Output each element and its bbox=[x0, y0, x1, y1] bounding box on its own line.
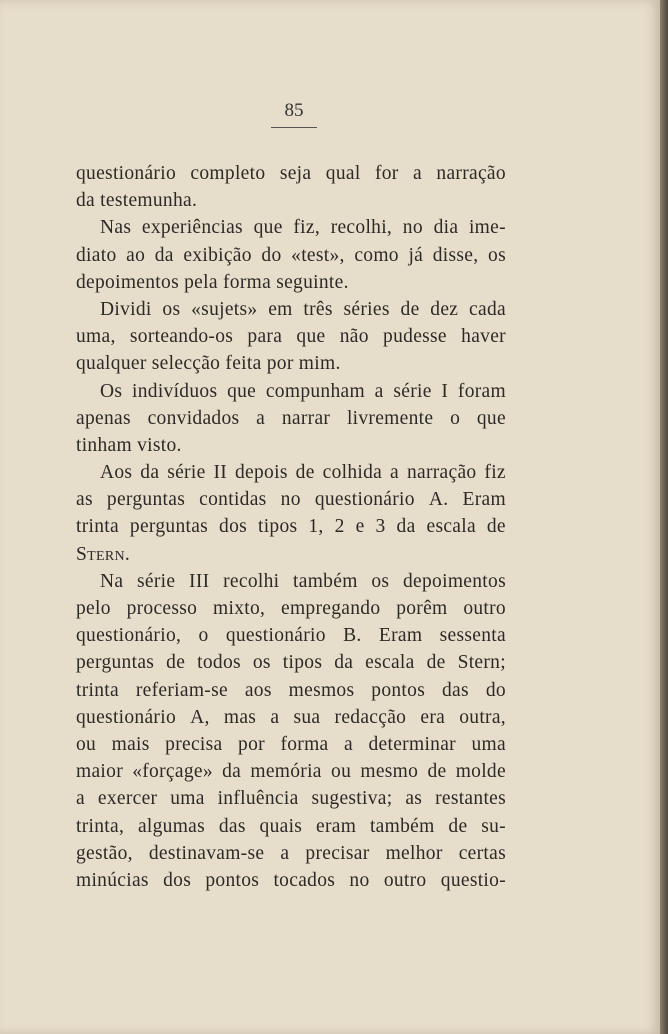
page-number: 85 bbox=[284, 100, 304, 121]
text-line: ou mais precisa por forma a determinar uma bbox=[76, 733, 506, 755]
text-line: da testemunha. bbox=[76, 190, 198, 212]
text-line: trinta, algumas das quais eram também de su- bbox=[76, 815, 506, 837]
text-line: Nas experiências que fiz, recolhi, no dia ime- bbox=[100, 217, 506, 239]
text-line: Os indivíduos que compunham a série I foram bbox=[100, 380, 506, 402]
text-line: pelo processo mixto, empregando porêm outro bbox=[76, 598, 506, 619]
text-line: trinta referiam-se aos mesmos pontos das do bbox=[76, 679, 506, 701]
text-line: tinham visto. bbox=[76, 434, 182, 456]
text-line: Stern. bbox=[76, 543, 131, 565]
text-line: a exercer uma influência sugestiva; as restantes bbox=[76, 788, 506, 810]
text-line: gestão, destinavam-se a precisar melhor certas bbox=[76, 842, 506, 864]
text-line: apenas convidados a narrar livremente o que bbox=[76, 407, 506, 429]
text-line: maior «forçage» da memória ou mesmo de molde bbox=[76, 761, 506, 783]
text-line: questionário, o questionário B. Eram sessenta bbox=[76, 625, 506, 647]
text-line: Na série III recolhi também os depoimentos bbox=[100, 570, 506, 592]
text-line: Aos da série II depois de colhida a narração fiz bbox=[100, 462, 506, 484]
text-line: trinta perguntas dos tipos 1, 2 e 3 da escala de bbox=[76, 516, 506, 538]
text-line: diato ao da exibição do «test», como já disse, os bbox=[76, 244, 506, 266]
text-line: uma, sorteando-os para que não pudesse haver bbox=[76, 326, 506, 348]
page-number-rule bbox=[271, 127, 317, 128]
text-line: depoimentos pela forma seguinte. bbox=[76, 271, 349, 293]
text-line: minúcias dos pontos tocados no outro questio- bbox=[76, 869, 506, 891]
text-line: perguntas de todos os tipos da escala de Stern; bbox=[76, 652, 506, 674]
text-line: qualquer selecção feita por mim. bbox=[76, 353, 341, 375]
book-edge bbox=[660, 0, 668, 1034]
text-line: questionário A, mas a sua redacção era outra, bbox=[76, 706, 506, 728]
text-line: Dividi os «sujets» em três séries de dez cada bbox=[100, 298, 506, 320]
text-line: questionário completo seja qual for a narração bbox=[76, 163, 506, 184]
body-text bbox=[76, 160, 506, 894]
text-line: as perguntas contidas no questionário A. Eram bbox=[76, 489, 506, 511]
